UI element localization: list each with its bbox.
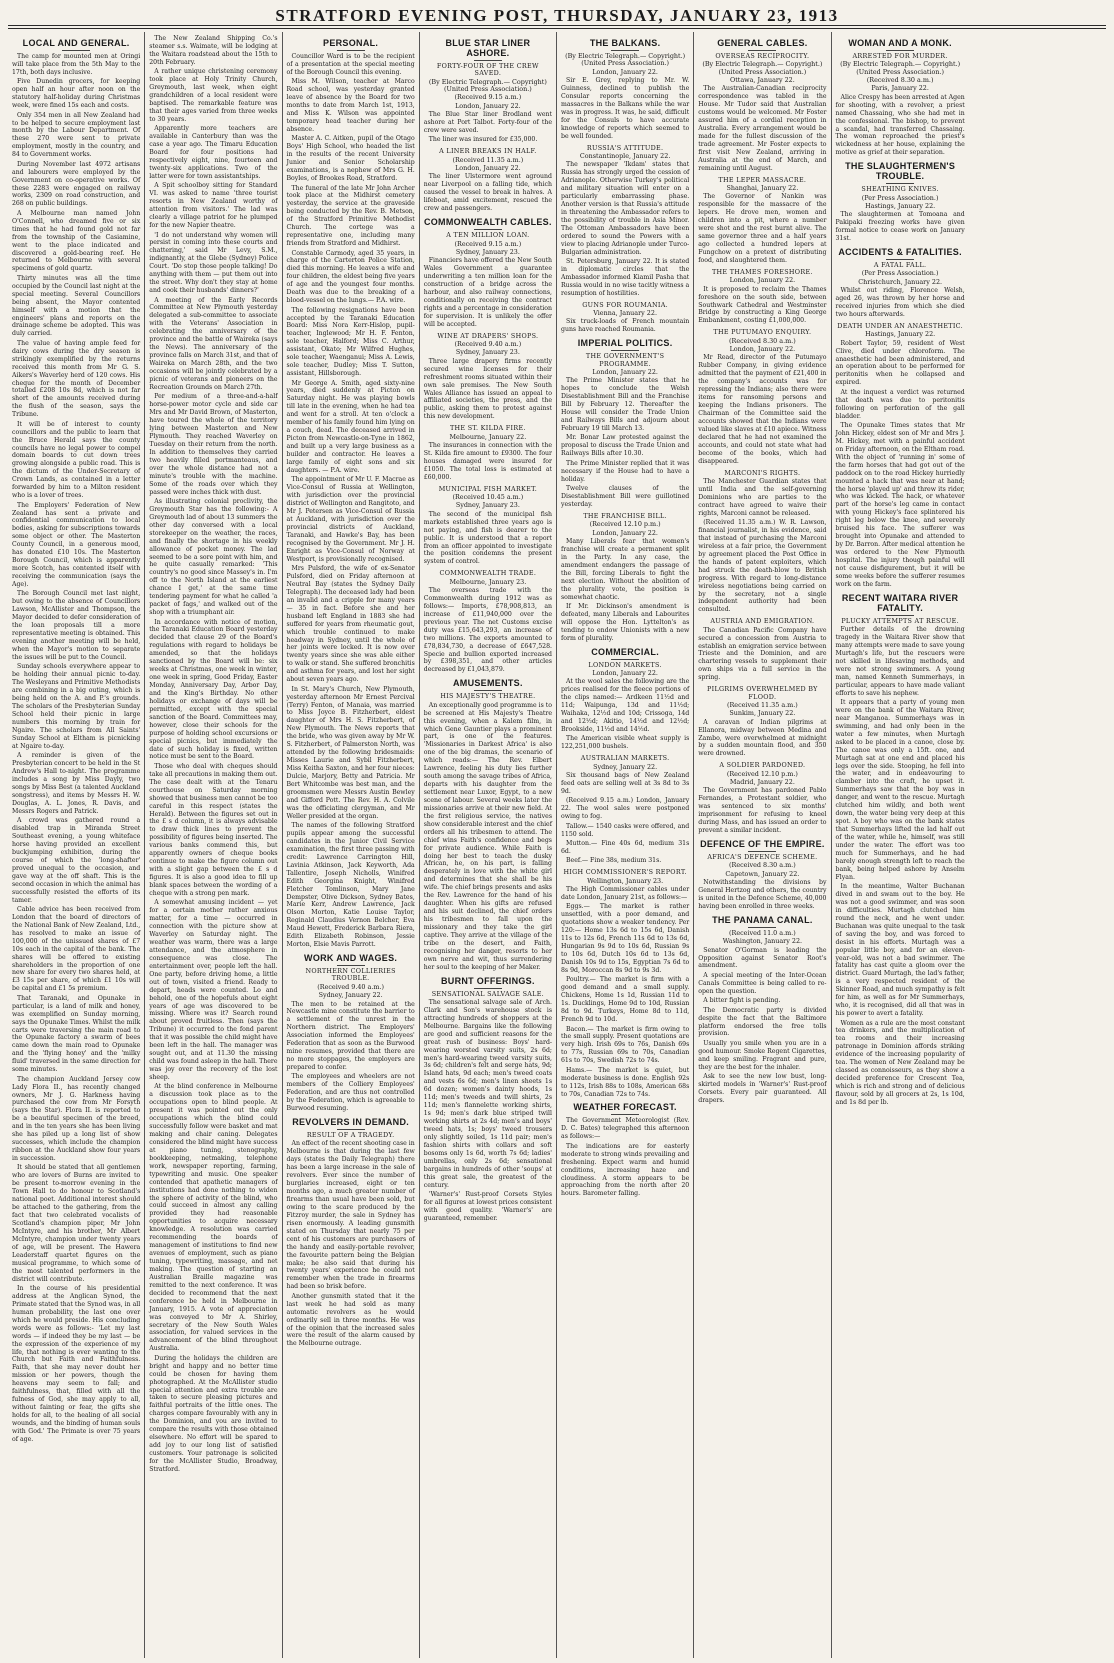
headline-rule: [474, 229, 502, 230]
article-subhead: (By Electric Telegraph.— Copyright.) (United Press Association.): [840, 60, 961, 76]
column-3: [283, 32, 420, 1658]
article-subhead: Ottawa, January 22.: [729, 76, 795, 85]
headline-rule: [748, 927, 776, 928]
article: [424, 976, 552, 1223]
article-paragraph: Per medium of a three-and-a-half horse-power motor cycle and side car Mrs and Mr David Brown, of Masterton, have toured the whole of the territory lying between Masterton and New Plymouth. They reached Waverley on Tuesday on their return from the north. In addition to themselves they carried two heavily filled portmanteaus, and over the whole distance had not a minute's trouble with the machine. Some of the roads over which they passed were inches thick with dust.: [149, 393, 278, 496]
article-paragraph: Whilst out riding, Florence Welsh, aged 26, was thrown by her horse and received injuries from which she died two hours afterwards.: [835, 287, 965, 319]
article-subhead: (Received 8.30 a.m.): [729, 861, 796, 870]
article-paragraph: In the meantime, Walter Buchanan dived in and swam out to the boy. He was not a good swimmer, and was soon in difficulties. Murtagh clutched him round the neck, and he went under. Buchanan was quite unequal to the task of saving the boy, and was forced to desist in his efforts. Murtagh was a popular little boy, and for an eleven-year-old, was not a bad swimmer. The fatality has cast quite a gloom over the district. Guard Murtagh, the lad's father, is a very respected resident of the Skinner Road, and much sympathy is felt for him, as well as for Mr Summerhays, who, it is recognised, did all that was in his power to avert a fatality.: [835, 883, 965, 1018]
article-paragraph: The overseas trade with the Commonwealth during 1912 was as follows:— Imports, £78,908,813, an increase of £11,940,000 over the previous year. The net Customs excise duty was £15,643,293, an increase of two millions. The exports amounted to £78,834,730, a decrease of £647,528. Specie and bullion exported increased by £398,351, and other articles decreased by £1,043,879.: [423, 587, 552, 674]
article-subhead: Hastings, January 22.: [865, 330, 936, 339]
article-paragraph: Ask to see the new low bust, long-skirted models in 'Warner's' Rust-proof Corsets. Every pair guaranteed. All drapers.: [698, 1073, 827, 1104]
article-paragraph: Thirty minutes was all the time occupied by the Council last night at the special meeting. Several Councillors being absent, the Mayor contented himself with a motion that the engineers' plans and reports on the drainage scheme be adopted. This was duly carried.: [12, 274, 141, 338]
article-subhead: A TEN MILLION LOAN.: [446, 231, 530, 240]
article-subhead: Wellington, January 23.: [587, 876, 664, 885]
article-subhead: London, January 22.: [729, 276, 796, 285]
article-paragraph: Six thousand bags of New Zealand feed oats are selling well at 3s 8d to 3s 9d.: [561, 772, 690, 795]
article-subhead: HIS MAJESTY'S THEATRE.: [440, 692, 536, 701]
article-paragraph: The newspaper 'Ikdam' states that Russia has strongly urged the cession of Adrianople. Otherwise Turkey's political and military situation will enter on a particularly embarrassing phase. Another version is that Russia's attitude in threatening the Ambassador refers to the possibility of trouble in Asia Minor. The Ottoman Ambassadors have been ordered to sound the Powers with a view to placing Adrianople under Turco-Bulgarian administration.: [561, 161, 690, 256]
article-paragraph: The New Zealand Shipping Co.'s steamer s.s. Waimate, will be lodging at the Waitara roadstead about the 15th to 20th February.: [149, 35, 278, 66]
article-subhead: (Per Press Association.): [861, 193, 939, 202]
article-subhead: RESULT OF A TRAGEDY.: [306, 1131, 395, 1140]
article: [698, 177, 826, 265]
headline-rule: [886, 615, 914, 616]
article-headline: LOCAL AND GENERAL.: [22, 38, 130, 48]
article-paragraph: An exceptionally good programme is to be screened at His Majesty's Theatre this evening, when a Kalem film, in which Gene Gauntier plays a prominent part, is one of the features. 'Missionaries in Darkest Africa' is also one of the big dramas, the scenario of which reads:— The Rev. Elbert Lawrence, feeling his duty lies further south among the savage tribes of Africa, departs with his daughter from the settlement near Luxor, Egypt, to a new scene of labour. Several weeks later the missionaries arrive at their new field. At the first religious service, the natives show considerable interest and the chief orders all his tribesmen to attend. The chief wins Faith's confidence and begs for private audience. While Faith is doing her best to teach the dusky African, he, on his part, is falling desperately in love with the white girl and determines that she shall be his wife. The chief brings presents and asks the Rev. Lawrence for the hand of his daughter. When his gifts are refused and his suit declined, the chief orders his tribesmen to fall upon the missionary and they take the girl captive. They arrive at the village of the tribe on the desert, and Faith, recognising her danger, resorts to her own nerve and wit, thus surrendering her soul to the keeping of her Maker.: [423, 701, 552, 971]
article-subhead: THE PUTUMAYO ENQUIRY.: [713, 328, 812, 337]
article-paragraph: The Government Meteorologist (Rev. D. C. Bates) telegraphed this afternoon as follows:—: [561, 1117, 690, 1141]
article-subhead: NORTHERN COLLIERIES TROUBLE.: [305, 967, 396, 983]
article-paragraph: The Governor of Nankin was responsible for the massacre of the lepers. He drove men, women and children into a pit, where a number were shot and the rest burnt alive. The same governor three and a half years ago collected a hundred lepers at Fungchow on a pretext of distributing food, and slaughtered them.: [698, 193, 827, 264]
article-paragraph: The men to be retained at the Newcastle mine constitute the barrier to a settlement of the unrest in the Northern district. The Employers' Association informed the Employees' Federation that as soon as the Burwood mine resumes, provided that there are no more stoppages, the employers are prepared to confer.: [286, 1000, 415, 1071]
article-subhead: THE FRANCHISE BILL.: [583, 511, 667, 520]
headline-rule: [474, 690, 502, 691]
article-paragraph: Sir E. Grey, replying to Mr. W. Guinness, declined to publish the Consular reports concerning the massacres in the Balkans while the war was in progress. It was, he said, difficult for the Consuls to have accurate knowledge of reports which seemed to be well founded.: [561, 77, 690, 140]
article-subhead: HIGH COMMISSIONER'S REPORT.: [563, 868, 687, 877]
article: [424, 486, 552, 567]
article-paragraph: The second of the municipal fish markets established three years ago is not paying, and fish is dearer to the public. It is understood that a report from an officer appointed to investigate the position condemns the present system of control.: [423, 510, 552, 566]
article-headline: BURNT OFFERINGS.: [440, 975, 535, 986]
article: [698, 329, 826, 465]
article-paragraph: 'I do not understand why women will persist in coming into these courts and chattering,' said Mr Levy, S.M., indignantly, at the Glebe (Sydney) Police Court. 'Do stop those people talking! Do anything with them — put them out into the street. Why don't they stay at home and cook their husbands' dinners?': [149, 231, 278, 295]
article-subhead: Capetown, January 22.: [725, 869, 800, 878]
article-paragraph: An effect of the recent shooting case in Melbourne is that during the last few days (states the Daily Telegraph) there has been a large increase in the sale of revolvers. Ever since the number of burglaries increased, eight or ten months ago, a much greater number of firearms than usual have been sold, but owing to the scare produced by the Fitzroy murder, the sale in Sydney has risen enormously. A leading gunsmith stated on Thursday that nearly 75 per cent of his customers are purchasers of the handy and easily-portable revolver, the favourite pattern being the Belgian make; he also said that during his twenty years' experience he could not remember when the trade in firearms had been so brisk before.: [286, 1140, 415, 1291]
article-subhead: (Received 12.10 p.m.): [589, 520, 661, 529]
headline-rule: [611, 1114, 639, 1115]
column-6: [694, 32, 831, 1658]
article-paragraph: Mrs Pulsford, the wife of ex-Senator Pulsford, died on Friday afternoon at Neutral Bay (states the Sydney Daily Telegraph). The deceased lady had been an invalid and a cripple for many years — 35 in fact. Before she and her husband left England in 1883 she had suffered for years from rheumatic gout, which trouble continued to make headway in Sydney, until the whole of her joints were locked. It is now over twenty years since she was able either to walk or stand. She suffered bronchitis and asthma for years, and lost her sight about seven years ago.: [286, 565, 415, 684]
article: [836, 323, 965, 589]
column-5: [557, 32, 694, 1658]
article-paragraph: Mr George A. Smith, aged sixty-nine years, died suddenly at Picton on Saturday night. He was playing bowls till late in the evening, when he had tea and went for a stroll. At ten o'clock a member of his family found him lying on a couch, dead. The deceased arrived in Picton from Newcastle-on-Tyne in 1862, and built up a very large business as a builder and contractor. He leaves a large family of eight sons and six daughters. — P.A. wire.: [286, 379, 415, 474]
headline-rule: [337, 1129, 365, 1130]
article-paragraph: Three large drapery firms recently secured wine licenses for their refreshment rooms situated within their own sale premises. The New South Wales Alliance has issued an appeal to affiliated societies, the press, and the public, asking them to protest against this new development.: [423, 357, 552, 421]
article-paragraph: At the wool sales the following are the prices realised for the fleece portions of the clips named:— Ardkeen 11½d and 11d; Waipunga, 13d and 11½d; Waihaka, 12½d and 10d; Crissoga, 14d and 12½d; Akitio, 14½d and 12½d; Brookside, 11½d and 14½d.: [561, 678, 690, 734]
article-paragraph: A crowd was gathered round a disabled trap in Miranda Street Southeast evening, a young whiteface horse having provided an excellent buckjumping exhibition, during the course of which the 'long-shafter' proved unequal to the occasion, and gave way at the off shaft. This is the second occasion in which the animal has successfully resisted the efforts of its tamer.: [12, 817, 141, 904]
article-subhead: Shanghai, January 22.: [726, 184, 799, 193]
article-paragraph: Eggs.— The market is rather unsettled, with a poor demand, and quotations show a weaker tendency. Per 120:— Home 13s 6d to 15s 6d, Danish 11s to 12s 6d, French 11s 6d to 13s 6d, Hungarian 9s 9d to 10s 6d, Russian 9s to 10s 6d, Dutch 10s 6d to 13s 6d, Danish 10s 9d to 15s, Egyptian 7s 6d to 8s 9d, Moroccan 8s 9d to 9s 3d.: [561, 903, 690, 974]
article-subhead: Sunkim, January 22.: [729, 709, 796, 718]
article-paragraph: The American visible wheat supply is 122,251,000 bushels.: [561, 735, 690, 751]
article-subhead: (Received 8.30 a.m.): [866, 76, 934, 85]
column-7: [832, 32, 969, 1658]
article-paragraph: A bitter fight is pending.: [703, 997, 781, 1005]
article-paragraph: Women as a rule are the most constant tea drinkers, and the multiplication of tea rooms and their increasing patronage in Dominion affords striking evidence of the increasing popularity of tea. The women of New Zealand may be classed as connoisseurs, as they show a decided preference for Crescent Tea, which is rich and strong and of delicious flavour, sold by all grocers at 2s, 1s 10d, and 1s 8d per lb.: [835, 1019, 965, 1106]
article-paragraph: A caravan of Indian pilgrims at Ellanora, midway between Medina and Zambo, were overwhelmed at midnight by a sudden mountain flood, and 350 were drowned.: [698, 718, 827, 758]
article: [698, 269, 826, 325]
article-headline: PERSONAL.: [323, 38, 379, 48]
article-subhead: PILGRIMS OVERWHELMED BY FLOOD.: [707, 685, 818, 701]
article-subhead: RUSSIA'S ATTITUDE.: [586, 143, 664, 152]
headline-rule: [337, 965, 365, 966]
article-subhead: Christchurch, January 22.: [858, 277, 943, 286]
article-subhead: MUNICIPAL FISH MARKET.: [438, 484, 538, 493]
article-paragraph: The liner was insured for £35,000.: [428, 136, 538, 144]
article-paragraph: The names of the following Stratford pupils appear among the successful candidates in the Junior Civil Service examination, the first three passing with credit: Lawrence Carrington Hill, Lavinia Atkinson, Jack Keyworth, Ada Tallentire, Joseph Nicholls, Winifred Edith Georgina Knight, Winifred Fletcher Tomlinson, Mary Jane Dempster, Olive Dickson, Sydney Bates, Marie Kerr, Andrew Lawrence, Jack Olson Morton, Katie Louise Taylor, Reginald Claudius Vernon Belcher, Eva Maud Hewett, Frederick Barbara Riera, Edith Elizabeth Robinson, Jessie Morton, Elsie Mavis Parrott.: [286, 822, 415, 949]
article-paragraph: Notwithstanding the divisions by General Hertzog and others, the country is united in the Defence Scheme, 40,000 having been enrolled in three weeks.: [698, 879, 827, 910]
article-subhead: SENSATIONAL SALVAGE SALE.: [431, 989, 545, 998]
headline-rule: [337, 50, 365, 51]
article-subhead: COMMONWEALTH TRADE.: [439, 569, 537, 578]
article: [561, 145, 689, 298]
article-subhead: THE GOVERNMENT'S PROGRAMME.: [585, 352, 665, 368]
headline-rule: [611, 350, 639, 351]
article-paragraph: It should be stated that all gentlemen who are lovers of Burns are invited to be present to-morrow evening in the Town Hall to do honour to Scotland's national poet. Additional interest should be attached to the gathering, from the fact that two celebrated vocalists of Scotland's champion piper, Mr John McIntyre, and his brother, Mr Albert McIntyre, champion under twenty years of age, will be present. The Hawera Leaderstaff quartet figures on the musical programme, to which some of the most talented performers in the district will contribute.: [12, 1164, 141, 1283]
article-paragraph: As illustrating colonial proclivity, the Greymouth Star has the following:- A Greymouth lad of about 13 summers the other day conversed with a local storekeeper on the weather, the races, and finally the shortage in his weekly allowance of pocket money. The lad seemed to be a sore point with him, and he quite casually remarked: 'This country's no good since Massey's in. I'm off to the North Island at the earliest chance I get,' at the same time tendering payment for what he called 'a packet of fags,' and walked out of the shop with a triumphant air.: [149, 497, 278, 617]
article: [287, 38, 415, 949]
article-paragraph: The value of having ample feed for dairy cows during the dry season is strikingly exemplified by the returns received this month from Mr G. S. Aikers's Waverley herd of 120 cows. His cheque for the month of December totalled £208 10s 8d, which is not far short of the amounts received during the flush of the season, says the Tribune.: [12, 339, 141, 419]
article-subhead: Melbourne, January 22.: [449, 432, 527, 441]
article-paragraph: Tallow.— 1540 casks were offered, and 1150 sold.: [561, 822, 690, 838]
article-paragraph: The liner Ulstermore went aground near Liverpool on a falling tide, which caused the vessel to break in halves. A lifeboat, amid excitement, rescued the crew and passengers.: [423, 173, 552, 213]
article-paragraph: A somewhat amusing incident — yet for a certain mother rather anxious matter, for a time — occurred in connection with the picture show at Waverley on Saturday night. The weather was warm, there was a large attendance, and the atmosphere in consequence was close. The entertainment over, people left the hall. One party, before driving home, a little out of town, visited a friend. Ready to depart, heads were counted. Lo and behold, one of the hopefuls about eight years of age was discovered to be missing. Where was it? Search round about proved fruitless. Then (says the Tribune) it occurred to the fond parent that it was possible the child might have been left in the hall. The manager was sought out, and at 11.30 the missing child was found asleep in the hall. There was joy over the recovery of the lost sheep.: [149, 899, 278, 1081]
article-headline: ACCIDENTS & FATALITIES.: [838, 247, 962, 258]
article-subhead: Sydney, January 23.: [455, 501, 520, 510]
article: [698, 839, 826, 911]
article-paragraph: Further details of the drowning tragedy in the Waitara River show that many attempts were made to save young Murtagh's life, but the rescuers were not skilled in lifesaving methods, and were not strong swimmers. A young man, named Kenneth Summerhays, in particular, appears to have made valiant efforts to save his nephew.: [835, 626, 965, 697]
article-paragraph: At the inquest a verdict was returned that death was due to peritonitis following on perforation of the gall bladder.: [835, 388, 965, 420]
article-subhead: LONDON MARKETS.: [588, 660, 662, 669]
article-paragraph: The appointment of Mr U. F. Macrae as Vice-Consul of Russia at Wellington, with jurisdiction over the provincial district of Wellington and Rangitoto, and Mr J. Petersen as Vice-Consul of Russia at Auckland, with jurisdiction over the provincial districts of Auckland, Taranaki, and Hawke's Bay, has been recognised by the Government. Mr J. H. Enright as Vice-Consul of Norway at Westport, is provisionally recognised.: [286, 476, 415, 563]
article-paragraph: Mutton.— Fine 40s 6d, medium 31s 6d.: [561, 840, 690, 855]
article-paragraph: The Employers' Federation of New Zealand has sent a private and confidential communication to local bodies, asking for subscriptions towards some object or other. The Masterton County Council, in a generous mood, has donated £10 10s. The Masterton Borough Council, which is apparently more Scotch, has contented itself with receiving the communication (says the Age).: [12, 501, 141, 588]
article: [424, 570, 552, 674]
article-headline: IMPERIAL POLITICS.: [577, 338, 673, 349]
article-subhead: GUNS FOR ROUMANIA.: [582, 300, 669, 309]
column-2: [145, 32, 282, 1658]
article-subhead: A FATAL FALL.: [873, 261, 927, 270]
article-paragraph: Usually you smile when you are in a good humour. Smoke Regent Cigarettes, and keep smiling. Fragrant and pure, they are the best for the inhaler.: [698, 1039, 827, 1071]
masthead: STRATFORD EVENING POST, THURSDAY, JANUARY 23, 1913: [275, 6, 839, 25]
article-subhead: Sydney, January 23.: [455, 247, 520, 256]
headline-rule: [611, 659, 639, 660]
article-paragraph: In the course of his presidential address at the Anglican Synod, the Primate stated that the Synod was, in all human probability, the last one over which he would preside. His concluding words were as follows:- 'Let my last words — if indeed they be my last — be the expression of the experience of my life, that nothing is ever wanting to the Church but Faith and Faithfulness. Faith, that she may never doubt her mission or her powers, though the heavens may seem to fall; and faithfulness, that, filled with all the fulness of God, she may apply to all, without fainting or fear, the gifts she holds for all, to the healing of all social wounds, and the binding of human souls with God.' The Primate is over 75 years of age.: [12, 1285, 141, 1443]
article-headline: GENERAL CABLES.: [717, 38, 808, 48]
article: [698, 618, 826, 682]
article: [424, 333, 552, 422]
article: [561, 38, 689, 141]
article-paragraph: Alice Crespy has been arrested at Agen for shooting, with a revolver, a priest named Chassaing, who she had met in the confessional. The bishop, to prevent a scandal, had transferred Chassaing. The woman reproached the priest's wickedness at her house, explaining the motive as grief at their separation.: [835, 93, 965, 157]
article: [561, 302, 689, 335]
article-paragraph: Those who deal with cheques should take all precautions in making them out. The case dealt with at the Tenaru courthouse on Saturday morning showed that business men cannot be too careful in this respect (states the Herald). Between the figures set out in the £ s d column, it is always advisable to draw thick lines to prevent the possibility of figures being inserted. The various banks commend this, but apparently owners of cheque books continue to make the figure column out with a slight gap between the £ s d figures. It is also a good idea to fill up blank spaces between the wording of a cheque with a strong pen mark.: [149, 762, 278, 897]
article-subhead: (Received 9.40 a.m.): [317, 982, 384, 991]
article-subhead: Sydney, January 22.: [593, 762, 658, 771]
article-paragraph: The Manchester Guardian states that until India and the self-governing Dominions who are parties to the contract have agreed to waive their rights, Marconi cannot be released.: [698, 477, 827, 517]
article-subhead: A SOLDIER PARDONED.: [719, 761, 806, 770]
article-paragraph: It will be of interest to county councillors and the public to learn that the Bruce Herald says the county councils have no legal power to compel domain boards to cut down trees growing alongside a public road. This is the dictum of the Under-Secretary of Crown Lands, as contained in a letter forwarded by him to a Milton resident who is a lover of trees.: [12, 420, 141, 500]
article-paragraph: Hams.— The market is quiet, but moderate business is done. English 92s to 112s, Irish 88s to 108s, American 68s to 70s, Canadian 72s to 74s.: [561, 1066, 690, 1098]
article-subhead: (Received 8.30 a.m.): [729, 336, 796, 345]
article: [424, 148, 552, 213]
article-headline: COMMONWEALTH CABLES.: [423, 217, 552, 228]
article-subhead: THE THAMES FORESHORE.: [712, 267, 813, 276]
article-paragraph: A reminder is given of the Presbyterian concert to be held in the St Andrew's Hall to-night. The programme includes a song by Miss Dayly, two songs by Miss Best (a talented Auckland songstress), and items by Messrs H. W. Douglas, A. L. Jones, R. Davis, and Messrs Rogers and Patrick.: [12, 752, 141, 815]
article-paragraph: The Opunake Times states that Mr John Hickey, eldest son of Mr and Mrs J. M. Hickey, met with a painful accident on Friday afternoon, on the Eltham road. With the object of 'running in' some of the farm horses that had got out of the paddock on to the road Hickey hurriedly mounted a hack that was near at hand; the horse 'played up' and threw its rider, who was kicked. The hack, or whatever part of the horse's leg came in contact with young Hickey's face splintered his right leg below the knee, and severely bruised his face. The sufferer was brought into Opunake and attended to by Dr. Barron. After medical attention he was ordered to the New Plymouth hospital. The injury though painful will not cause disfigurement, but it will be some weeks before the sufferer resumes work on the farm.: [835, 422, 965, 588]
article-subhead: Madrid, January 22.: [729, 778, 795, 787]
article: [836, 247, 965, 319]
article-subhead: Washington, January 22.: [722, 937, 803, 946]
article-headline: AMUSEMENTS.: [452, 678, 523, 689]
article: [424, 425, 552, 481]
article-paragraph: The Democratic party is divided despite the fact that the Baltimore platform endorsed the free tolls provision.: [698, 1006, 827, 1038]
headline-rule: [474, 988, 502, 989]
article-paragraph: During the holidays the children are bright and happy and no better time could be chosen for having them photographed. At the McAllister studio special attention and extra trouble are taken to secure pleasing pictures and faithful portraits of the little ones. The charges compare favourably with any in the Dominion, and you are invited to compare the results with those obtained elsewhere. No effort will be spared to add joy to our long list of satisfied customers. Your patronage is solicited for the McAllister Studio, Broadway, Stratford.: [149, 1354, 278, 1473]
masthead-rule-double: [8, 28, 1106, 29]
article-subhead: (Received 11.0 a.m.): [729, 928, 796, 937]
article-headline: WORK AND WAGES.: [304, 953, 398, 964]
article: [287, 953, 415, 1113]
article-headline: DEFENCE OF THE EMPIRE.: [700, 839, 825, 850]
article-subhead: Sydney, January 23.: [455, 348, 520, 357]
article-headline: THE BALKANS.: [589, 38, 661, 48]
article: [149, 35, 277, 1474]
article-paragraph: (Received 9.15 a.m.) London, January 22. The wool sales were postponed owing to fog.: [561, 797, 690, 821]
article-headline: COMMERCIAL.: [591, 646, 660, 657]
article-subhead: DEATH UNDER AN ANAESTHETIC.: [837, 321, 963, 330]
article-paragraph: That Taranaki, and Opunake in particular, is a land of milk and honey, was exemplified on Sunday morning, says the Opunake Times. Whilst the milk carts were traversing the main road to the Opunake factory a swarm of bees came down the main road to Opunake and the 'flying honey' and the 'milky fluid' traversed in the same direction for some minutes.: [12, 994, 141, 1074]
article-paragraph: Constable Carmody, aged 35 years, in charge of the Carterton Police Station, died this morning. He leaves a wife and four children, the eldest being five years of age and the youngest four months. Death was due to the breaking of a blood-vessel on the lungs.— P.A. wire.: [286, 249, 415, 305]
article-subhead: OVERSEAS RECIPROCITY.: [715, 52, 810, 60]
article-subhead: (Received 11.35 a.m.): [726, 700, 798, 709]
article: [561, 755, 689, 865]
article-paragraph: In accordance with notice of motion, the Taranaki Education Board yesterday decided that clause 29 of the Board's regulations with regard to holidays be amended, so that the holidays sanctioned by the Board will be: six weeks at Christmas, one week in winter, one week in spring, Good Friday, Easter Monday, Anniversary Day, Arbor Day, and the King's Birthday. No other holidays or exchange of days will be permitted, except with the special sanction of the Board. Committees may, however, close their schools for the purpose of holding school excursions or special picnics, but immediately the date of such holiday is fixed, written notice must be sent to the Board.: [149, 618, 278, 761]
article-paragraph: The Canadian Pacific Company have secured a concession from Austria to establish an emigration service between Trieste and the Dominion, and are chartering vessels to supplement their own ships via a full service in the spring.: [698, 626, 827, 682]
article-subhead: AUSTRALIAN MARKETS.: [580, 754, 670, 763]
article-paragraph: (Received 11.35 a.m.) W. R. Lawson, financial journalist, in his evidence, said that instead of purchasing the Marconi wireless at a fair price, the Government by agreement placed the Post Office in the hands of patent exploiters, which had struck the death-blow to British progress. With regard to long-distance wireless negotiations being carried on by the secretary, not a single independent authority had been consulted.: [698, 519, 827, 614]
headline-rule: [886, 183, 914, 184]
article-subhead: London, January 22.: [592, 528, 658, 537]
article: [698, 762, 826, 835]
article: [698, 470, 826, 615]
article-subhead: (Received 9.40 a.m.): [454, 340, 522, 349]
article-paragraph: In St. Mary's Church, New Plymouth, yesterday afternoon Mr Ernest Percival (Terry) Fenton, of Manaia, was married to Miss Joyce B. Fitzherbert, eldest daughter of Mrs H. S. Fitzherbert, of New Plymouth. The News reports that the bride, who was given away by Mr W. S. Fitzherbert, of Palmerston North, was attended by the following bridesmaids: Misses Laurie and Sybil Fitzherbert, Miss Keitha Saxton, and her four nieces: Dulcie, Marjory, Betty and Patricia. Mr Bert Whitcombe was best man, and the groomsmen were Messrs Austin Bewley and Gifford Pott. The Rev. H. A. Colvile was the officiating clergyman, and Mr Weller presided at the organ.: [286, 685, 415, 820]
article-paragraph: Another gunsmith stated that it the last week he had sold as many automatic revolvers as he would ordinarily sell in three months. He was of the opinion that the increased sales were the result of the alarm caused by the Melbourne outrage.: [286, 1292, 415, 1348]
masthead-rule: [8, 25, 1106, 26]
article-subhead: (Received 9.15 a.m.): [454, 239, 522, 248]
article-paragraph: The Australian-Canadian reciprocity correspondence was tabled in the House. Mr Tudor said that Australian customs would be welcomed. Mr Foster assured him of a cordial reception in Australia. Every arrangement would be made for the fullest discussion of the trade agreement. Mr Foster expects to first visit New Zealand, arriving in Australia at the end of March, and remaining until August.: [698, 85, 827, 172]
article-paragraph: Mr. Bonar Law protested against the proposal to discuss the Trade Union and Railways Bills after 10.30.: [561, 434, 690, 458]
article-paragraph: The Borough Council met last night, but owing to the absence of Councillors Lawson, McAllister and Thompson, the Mayor decided to defer consideration of the loan proposals till a more representative meeting is obtained. This evening another meeting will be held, when the Mayor's motion to separate the issues will be put to the Council.: [12, 590, 141, 661]
article: [424, 38, 552, 144]
article: [698, 38, 826, 173]
article-paragraph: A meeting of the Early Records Committee at New Plymouth yesterday delegated a sub-committee to associate with the Veterans' Association in celebrating the anniversary of the province and the battle of Waireka (says the News). The anniversary of the province falls on March 31st, and that of Waireka on March 28th, and the two occasions will be jointly celebrated by a picnic of veterans and pioneers on the Recreation Grounds on March 27th.: [149, 296, 278, 391]
headline-rule: [748, 50, 776, 51]
article-paragraph: If Mr. Dickinson's amendment is defeated, many Liberals and Labourites will oppose the Hon. Lyttelton's as tending to endow Unionists with a new form of plurality.: [561, 602, 690, 642]
article-paragraph: A special meeting of the Inter-Ocean Canals Committee is being called to re-open the question.: [698, 971, 827, 995]
article-subhead: London, January 22.: [592, 669, 658, 678]
column-4: [420, 32, 557, 1658]
article-paragraph: Many Liberals fear that women's franchise will create a permanent split in the Party. In any case, the amendment endangers the passage of the Bill, forcing Liberals to fight the next election. Without the abolition of the plurality vote, the position is somewhat chaotic.: [561, 537, 690, 601]
article-paragraph: Five Dunedin grocers, for keeping open half an hour after noon on the statutory half-holiday during Christmas week, were fined 15s each and costs.: [12, 78, 141, 110]
article-paragraph: The indications are for easterly moderate to strong winds prevailing and freshening. Expect warm and humid conditions, increasing haze and cloudiness. A storm appears to be approaching from the north after 20 hours. Barometer falling.: [561, 1142, 690, 1198]
article-subhead: Vienna, January 22.: [593, 309, 657, 318]
article-paragraph: It is proposed to reclaim the Thames foreshore on the south side, between Southwark Cathedral and Westminster Bridge by constructing a King George Embankment, costing £1,000,000.: [698, 285, 827, 325]
article-paragraph: Master A. C. Aitken, pupil of the Otago Boys' High School, who headed the list in the results of the recent University Junior and Senior Scholarship examinations, is a nephew of Mrs G. H. Boyles, of Brookes Road, Stratford.: [286, 135, 415, 183]
article-paragraph: It appears that a party of young men were on the bank of the Waitara River, near Manganoa. Summerhays was in swimming, and had only been in the water a few minutes, when Murtagh asked to be placed in a canoe, close by. The canoe was only a 15ft. one, and Murtagh sat at one end and placed his legs over the side. Stooping, he fell into the water, and in endeavouring to clamber into the craft, he upset it. Summerhays saw that the boy was in danger, and went to the rescue. Murtagh clutched him wildly, and both went down, the water being very deep at this spot. A boy who was on the bank states that Summerhays lifted the lad half out of the water, while he, himself, was still under the water. The effort was too much for Summerhays, and he had barely enough strength left to reach the bank, being helped ashore by Anselm Flyan.: [835, 699, 965, 881]
article-subhead: SHEATHING KNIVES.: [861, 185, 939, 194]
article-paragraph: Beef.— Fine 38s, medium 31s.: [566, 857, 662, 865]
article-paragraph: Mr Read, director of the Putumayo Rubber Company, in giving evidence admitted that the payment of £21,400 in the company's accounts was for repressing the Indians; also there were items for ransoming persons and keeping the Indians prisoners. The Chairman of the Committee said the accounts showed that the Indians were valued like slaves at £10 apiece. Witness declared that he had not examined the accounts, and could not state what had become of the books, which had disappeared.: [698, 354, 827, 465]
article-paragraph: Apparently more teachers are available in Canterbury than was the case a year ago. The Timaru Education Board for four positions had respectively eight, nine, fourteen and twenty-six applications. Two of the latter were for town assistantships.: [149, 125, 278, 180]
article: [836, 161, 965, 243]
article-paragraph: The employees and wheelers are not members of the Colliery Employees' Federation, and are thus not controlled by the Federation, which is agreeable to Burwood resuming.: [286, 1073, 415, 1113]
article-paragraph: Only 354 men in all New Zealand had to be helped to secure employment last month by the Labour Department. Of these 270 were sent to private employment, mostly in the country, and 84 to Government works.: [12, 111, 141, 159]
article-subhead: WINE AT DRAPERS' SHOPS.: [437, 331, 539, 340]
article: [424, 678, 552, 971]
article-paragraph: Robert Taylor, 59, resident of West Clive, died under chloroform. The anaesthetic had been administered, and an operation about to be performed for peritonitis when he collapsed and expired.: [835, 339, 965, 387]
article-subhead: FORTY-FOUR OF THE CREW SAVED.: [436, 62, 539, 78]
article-paragraph: Senator O'Gorman is leading the Opposition against Senator Root's amendment.: [698, 946, 827, 970]
article: [287, 1117, 415, 1348]
article-subhead: AFRICA'S DEFENCE SCHEME.: [707, 853, 818, 862]
article-paragraph: Cable advice has been received from London that the board of directors of the National Bank of New Zealand, Ltd., has resolved to make an issue of 100,000 of the unissued shares of £7 10s each in the capital of the bank. The shares will be offered to existing shareholders in the proportion of one new share for every two shares held, at £3 15s per share, of which £1 10s will be capital and £1 5s premium.: [12, 905, 141, 993]
article-subhead: London, January 22.: [455, 101, 521, 110]
article-subhead: London, January 22.: [455, 164, 521, 173]
article: [561, 1102, 689, 1198]
article-paragraph: The Prime Minister states that he hopes to conclude the Welsh Disestablishment Bill and the Franchise Bill by February 12. Thereafter the House will consider the Trade Union and Railways Bills and adjourn about February 19 till March 13.: [561, 377, 690, 433]
article-subhead: (By Electric Telegraph.— Copyright.) (United Press Association.): [702, 60, 823, 76]
article-subhead: Constantinople, January 22.: [579, 151, 671, 160]
article-subhead: (By Electric Telegraph.— Copyright.) (United Press Association.): [565, 52, 686, 68]
article-headline: RECENT WAITARA RIVER FATALITY.: [841, 592, 959, 613]
article-subhead: (Received 12.10 p.m.): [726, 769, 798, 778]
article: [424, 217, 552, 329]
article-headline: BLUE STAR LINER ASHORE.: [445, 38, 531, 58]
article-headline: WOMAN AND A MONK.: [848, 38, 952, 48]
article: [561, 513, 689, 643]
article-paragraph: The following resignations have been accepted by the Taranaki Education Board: Miss Nora Kerr-Hislop, pupil-teacher, Inglewood; Mr H. F. Fenton, sole teacher, Halford; Miss C. Arthur, assistant, Okato; Mr Wilfred Hughes, sole teacher, Waenganui; Miss A. Lewis, sole teacher, Dudley; Miss T. Sutton, assistant, Hillsborough.: [286, 306, 415, 378]
article-subhead: PLUCKY ATTEMPTS AT RESCUE.: [841, 616, 959, 625]
article-subhead: London, January 22.: [592, 368, 658, 377]
article-subhead: London, January 22.: [592, 67, 658, 76]
article-paragraph: The funeral of the late Mr John Archer took place at the Midhirst cemetery yesterday, the service at the graveside being conducted by the Rev. B. Metson, of the Stratford Primitive Methodist Church. The cortege was a representative one, including many friends from Stratford and Midhirst.: [286, 184, 415, 248]
article: [836, 593, 965, 1107]
article-paragraph: The champion Auckland Jersey cow Lady Flora II., has recently changed owners, Mr J. G. Harkness having purchased the cow from Mr Forsyth (says the Star). Flora II. is reported to be a beautiful specimen of the breed, and in the ten years she has been living she has piled up a long list of show successes, which include the champion ribbon at the Auckland show four years in succession.: [12, 1075, 141, 1162]
article-subhead: (By Electric Telegraph.— Copyright) (United Press Association.): [428, 77, 547, 94]
headline-rule: [611, 50, 639, 51]
article-paragraph: A Spit schoolboy sitting for Standard VI. was asked to name 'three tourist resorts in New Zealand worthy of attention from visitors.' The lad was clearly a village patriot for he plumped for the new Napier theatre.: [149, 182, 278, 230]
article-subhead: London, January 22.: [729, 345, 796, 354]
headline-rule: [474, 60, 502, 61]
article-paragraph: The Prime Minister replied that it was necessary if the House had to have a holiday.: [561, 459, 690, 483]
article-headline: THE SLAUGHTERMEN'S TROUBLE.: [845, 161, 956, 182]
article-paragraph: The Blue Star liner Brodland went ashore at Port Talbot. Forty-four of the crew were saved.: [423, 111, 552, 135]
article-paragraph: St. Petersburg, January 22. It is stated in diplomatic circles that the Ambassador informed Kiamil Pasha that Russia would in no wise tacitly witness a resumption of hostilities.: [561, 258, 690, 297]
article-subhead: (Received 9.15 a.m.): [454, 93, 522, 102]
headline-rule: [886, 259, 914, 260]
article-subhead: Hastings, January 22.: [865, 202, 936, 211]
article-headline: WEATHER FORECAST.: [573, 1102, 677, 1113]
article-subhead: Sydney, January 22.: [318, 991, 383, 1000]
article-paragraph: During November last 4972 artisans and labourers were employed by the Government on co-operative works. Of these 2283 were engaged on railway works, 2309 on road construction, and 268 on public buildings.: [12, 160, 141, 208]
article-subhead: THE LEPER MASSACRE.: [718, 175, 807, 184]
article-subhead: AUSTRIA AND EMIGRATION.: [710, 617, 815, 626]
article-paragraph: The Government has pardoned Pablo Fernandes, a Protestant soldier, who was sentenced to six months' imprisonment for refusing to kneel during Mass, and has issued an order to prevent a similar incident.: [698, 787, 827, 835]
article-subhead: Melbourne, January 23.: [449, 577, 527, 586]
article: [836, 38, 965, 157]
article-subhead: (Received 11.35 a.m.): [452, 155, 524, 164]
article-headline: REVOLVERS IN DEMAND.: [292, 1117, 410, 1128]
headline-rule: [748, 851, 776, 852]
article-paragraph: Bacon.— The market is firm owing to the small supply. Present quotations are very high. Irish 69s to 76s, Danish 69s to 77s, Russian 69s to 70s, Canadian 61s to 70s, Swedish 72s to 74s.: [561, 1025, 690, 1065]
article-paragraph: A rather unique christening ceremony took place at Holy Trinity Church, Greymouth, last week, when eight grandchildren of a local resident were baptised. The remarkable feature was that their ages varied from three weeks to 30 years.: [149, 68, 278, 123]
article: [698, 915, 826, 1105]
article: [561, 647, 689, 752]
article-paragraph: A Melbourne man named John O'Connell, who dreamed five or six times that he had found gold not far from the township of the Casiamine, went to the place indicated and discovered a gold-bearing reef. He returned to Melbourne with several specimens of gold quartz.: [12, 209, 141, 273]
headline-rule: [62, 50, 90, 51]
article-paragraph: Miss M. Wilson, teacher at Marco Road school, was yesterday granted leave of absence by the Board for two months to date from March 1st, 1913, and Miss K. Wilson was appointed temporary head teacher during her absence.: [286, 78, 415, 133]
article: [561, 338, 689, 509]
article-subhead: (Received 10.45 a.m.): [452, 493, 524, 502]
article-subhead: MARCONI'S RIGHTS.: [724, 468, 801, 477]
columns: [8, 32, 1106, 1658]
column-1: [8, 32, 145, 1658]
article-paragraph: Six truck-loads of French mountain guns have reached Roumania.: [561, 318, 690, 334]
article-subhead: Paris, January 22.: [871, 84, 929, 93]
article-subhead: (Per Press Association.): [861, 269, 939, 278]
article-paragraph: The sensational salvage sale of Arch. Clark and Son's warehouse stock is attracting hundreds of shoppers at the Melbourne. Bargains like the following are good and sufficient reasons for the great rush of business: Boys' hard-wearing worsted varsity suits, 2s 6d; men's hard-wearing tweed varsity suits, 3s 6d; children's felt and serge hats, 9d; Island hats, 9d each; men's tweed coats and vests 6s 6d; men's linen sheets 1s 6d dozen; women's dainty hoods, 1s 11d; men's tweeds and twill shirts, 2s 11d; men's flannelette working shirts, 1s 9d; men's dark blue striped twill working shirts at 2s 4d; men's and boys' tweed hats, 1s; boys' tweed trousers only slightly soiled, 1s 11d pair; men's fashion shirts with collars and soft bosoms only 1s 6d, worth 7s 6d; ladies' umbrellas, only 2s 6d; sensational bargains in hundreds of other 'soups' at this great sale, the greatest of the century.: [423, 998, 552, 1189]
article-paragraph: The High Commissioner cables under date London, January 21st, as follows:—: [561, 886, 690, 902]
article-subhead: A LINER BREAKS IN HALF.: [439, 147, 537, 156]
article-paragraph: Sunday schools everywhere appear to be holding their annual picnic to-day. The Wesleyans and Primitive Methodists are combining in a big outing, which is being held on the A. and P.'s grounds. The scholars of the Presbyterian Sunday School held their picnic in large numbers this morning by train for Ngaire. The scholars from All Saints' Sunday School at Eltham is picnicking at Ngaire to-day.: [12, 663, 141, 750]
article: [12, 38, 140, 1444]
article-paragraph: The slaughtermen at Tomoana and Pakipaki freezing works have given formal notice to cease work on January 31st.: [835, 211, 965, 243]
article-paragraph: Councillor Ward is to be the recipient of a presentation at the special meeting of the Borough Council this evening.: [286, 53, 415, 76]
article-headline: THE PANAMA CANAL.: [712, 914, 813, 925]
article-subhead: THE ST. KILDA FIRE.: [449, 424, 526, 433]
article-paragraph: At the blind conference in Melbourne a discussion took place as to the occupations open to blind people. At present it was pointed out the only occupations which the blind could successfully follow were basket and mat making and chair caning. Delegates considered the blind might have success at piano tuning, stenography, bookkeeping, netmaking, telephone work, newspaper reporting, farming, typewriting and music. One speaker contended that apathetic managers of institutions had done nothing to widen the sphere of activity of the blind, who could succeed in almost any calling provided they had reasonable opportunities to acquire necessary knowledge. A resolution was carried recommending the boards of management of institutions to find new avenues of employment, such as piano tuning, typewriting, massage, and net making. The question of starting an Australian Braille magazine was remitted to the next conference. It was decided to recommend that the next conference be held in Melbourne in January, 1915. A vote of appreciation was conveyed to Mr A. Shirley, secretary of the New South Wales association, for valued services in the advancement of the blind throughout Australia.: [149, 1083, 278, 1353]
article: [561, 869, 689, 1098]
article-paragraph: 'Warner's' Rust-proof Corsets Styles for all figures at lowest prices consistent with good quality. 'Warner's' are guaranteed, remember.: [423, 1190, 552, 1222]
article-paragraph: Financiers have offered the New South Wales Government a guarantee underwriting a ten million loan for the construction of a bridge across the harbour, and also railway connections, conditionally on receiving the contract rights and a percentage in consideration for supervision. It is unlikely the offer will be accepted.: [423, 257, 552, 328]
article-subhead: ARRESTED FOR MURDER.: [852, 52, 948, 60]
article-paragraph: Poultry.— The market is firm with a good demand and a small supply. Chickens, Home 1s 1d, Russian 11d to 1s. Ducklings, Home 9d to 10d, Russian 8d to 9d. Turkeys, Home 8d to 11d, French 9d to 10d.: [561, 976, 690, 1024]
article-paragraph: Twelve clauses of the Disestablishment Bill were guillotined yesterday.: [561, 485, 690, 508]
article-paragraph: The insurances in connection with the St. Kilda fire amount to £9300. The four houses damaged were insured for £1050. The total loss is estimated at £60,000.: [423, 441, 552, 481]
headline-rule: [886, 50, 914, 51]
article: [698, 686, 826, 758]
article-paragraph: The camp for mounted men at Oringi will take place from the 5th May to the 17th, both days inclusive.: [12, 53, 141, 76]
